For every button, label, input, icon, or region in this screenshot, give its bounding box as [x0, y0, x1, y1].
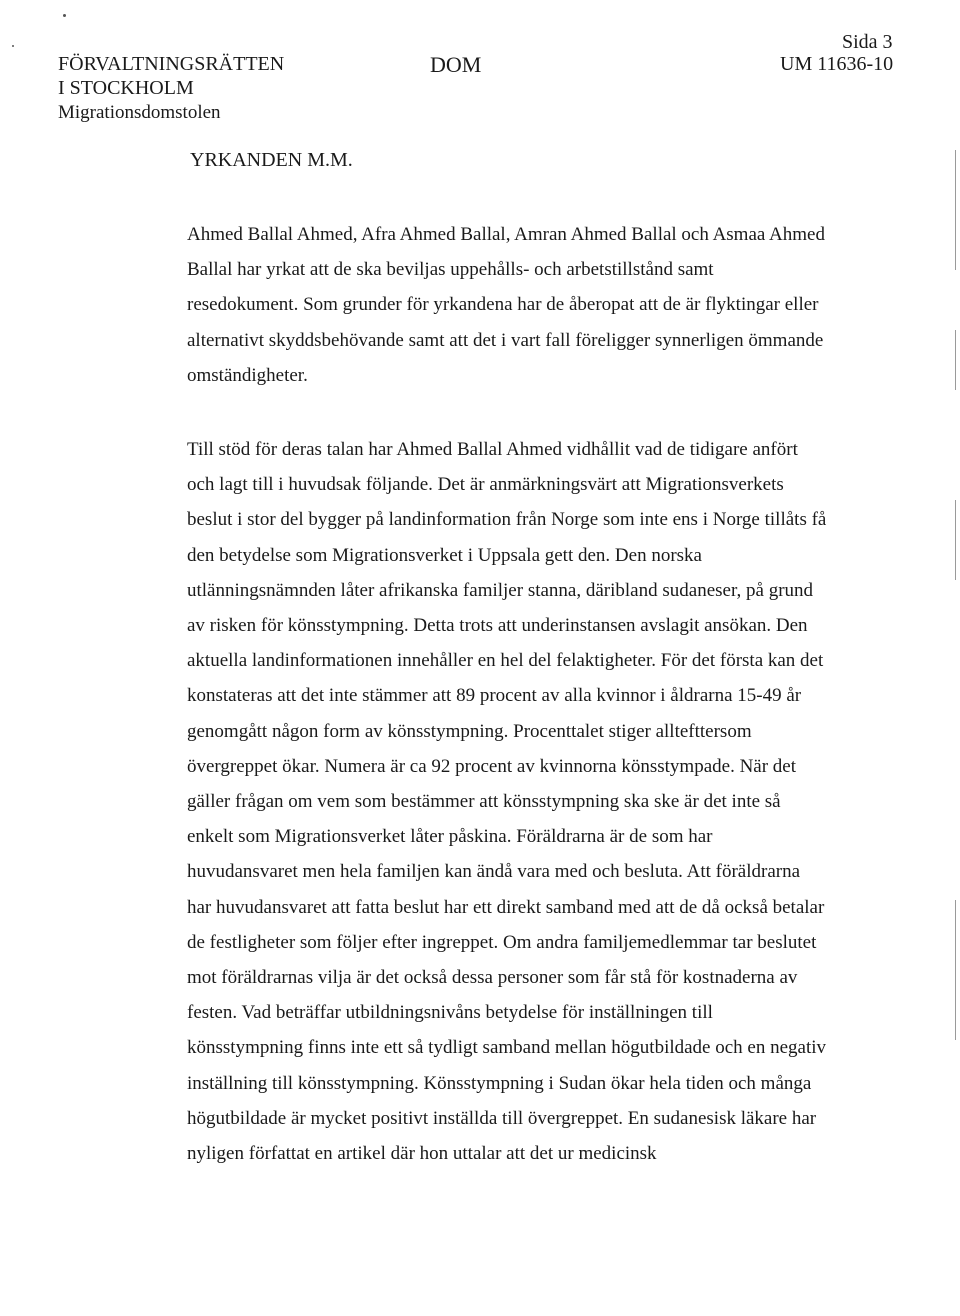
scan-speck	[63, 14, 66, 17]
case-number: UM 11636-10	[780, 53, 894, 75]
section-heading: YRKANDEN M.M.	[190, 149, 353, 171]
court-city: I STOCKHOLM	[58, 77, 194, 99]
scan-speck	[12, 45, 14, 47]
scan-edge-mark	[955, 330, 956, 390]
page-number: Sida 3	[842, 31, 893, 53]
court-division: Migrationsdomstolen	[58, 102, 221, 123]
paragraph-claims: Ahmed Ballal Ahmed, Afra Ahmed Ballal, Amran Ahmed Ballal och Asmaa Ahmed Ballal har yrkat att de ska beviljas uppehålls- och arbetstillstånd samt resedokument. Som grunder för yrkandena har de åberopat att de är flyktingar eller alternativt skyddsbehövande samt att det i vart fall föreligger synnerligen ömmande omständigheter.	[187, 224, 825, 386]
scan-edge-mark	[955, 900, 956, 1040]
scan-edge-mark	[955, 150, 956, 270]
court-name: FÖRVALTNINGSRÄTTEN	[58, 53, 285, 75]
paragraph-support: Till stöd för deras talan har Ahmed Ballal Ahmed vidhållit vad de tidigare anfört och lagt till i huvudsak följande. Det är anmärkningsvärt att Migrationsverkets beslut i stor del bygger på landinformation från Norge som inte ens i Norge tillåts få den betydelse som Migrationsverket i Uppsala gett den. Den norska utlänningsnämnden låter afrikanska familjer stanna, däribland sudaneser, på grund av risken för könsstympning. Detta trots att underinstansen avslagit ansökan. Den aktuella landinformationen innehåller en hel del felaktigheter. För det första kan det konstateras att det inte stämmer att 89 procent av alla kvinnor i åldrarna 15-49 år genomgått någon form av könsstympning. Procenttalet stiger alltefttersom övergreppet ökar. Numera är ca 92 procent av kvinnorna könsstympade. När det gäller frågan om vem som bestämmer att könsstympning ska ske är det inte så enkelt som Migrationsverket låter påskina. Föräldrarna är de som har huvudansvaret men hela familjen kan ändå vara med och besluta. Att föräldrarna har huvudansvaret att fatta beslut har ett direkt samband med att de då också betalar de festligheter som följer efter ingreppet. Om andra familjemedlemmar tar beslutet mot föräldrarnas vilja är det också dessa personer som får stå för kostnaderna av festen. Vad beträffar utbildningsnivåns betydelse för inställningen till könsstympning finns inte ett så tydligt samband mellan högutbildade och en negativ inställning till könsstympning. Könsstympning i Sudan ökar hela tiden och många högutbildade är mycket positivt inställda till övergreppet. En sudanesisk läkare har nyligen författat en artikel där hon uttalar att det ur medicinsk	[187, 439, 827, 1165]
document-type: DOM	[430, 52, 482, 77]
scan-edge-mark	[955, 500, 956, 580]
